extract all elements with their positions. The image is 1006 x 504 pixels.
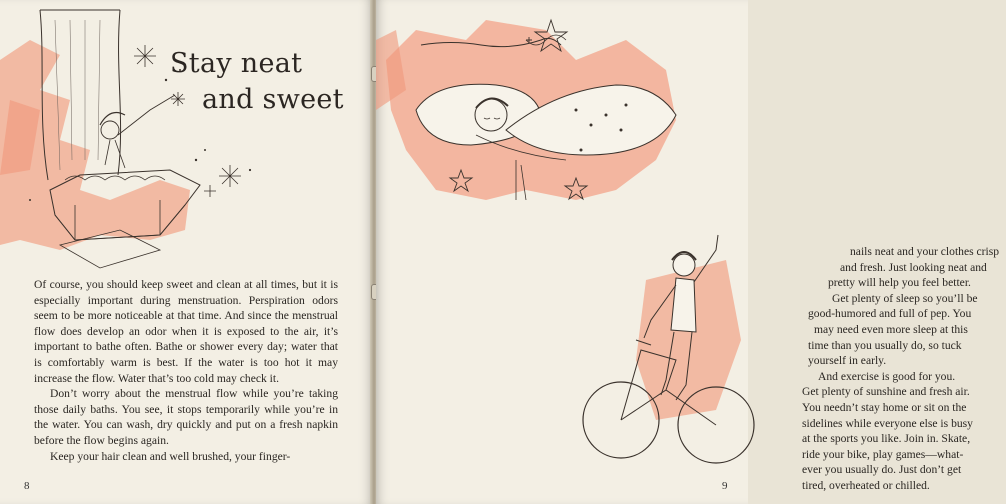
right-line: And exercise is good for you. xyxy=(818,369,956,383)
bathtub-illustration xyxy=(0,0,372,270)
right-line: ride your bike, play games—what- xyxy=(802,447,964,461)
left-body-text xyxy=(34,277,338,464)
right-line: pretty will help you feel better. xyxy=(828,276,971,290)
right-line: Get plenty of sleep so you’ll be xyxy=(832,291,978,305)
right-line: sidelines while everyone else is busy xyxy=(802,416,973,430)
paragraph-2: Don’t worry about the menstrual flow while you’re taking those daily baths. You see, it stops temporarily while you’re in the water. You can wash, dry quickly and put on a fresh napkin before the flow begins again. xyxy=(34,387,338,447)
left-page xyxy=(0,0,372,504)
right-body-text xyxy=(802,244,1006,494)
right-page xyxy=(376,0,1000,504)
sleeping-girl-illustration xyxy=(376,0,748,240)
right-line: at the sports you like. Join in. Skate, xyxy=(802,432,971,446)
right-line: You needn’t stay home or sit on the xyxy=(802,400,967,414)
right-line: yourself in early. xyxy=(808,354,887,368)
paragraph-3: Keep your hair clean and well brushed, your finger- xyxy=(50,449,291,463)
page-title xyxy=(170,46,344,118)
right-line: ever you usually do. Just don’t get xyxy=(802,463,962,477)
right-line: good-humored and full of pep. You xyxy=(808,307,972,321)
right-line: and fresh. Just looking neat and xyxy=(840,260,987,274)
right-line: tired, overheated or chilled. xyxy=(802,478,930,492)
right-line: nails neat and your clothes crisp xyxy=(850,245,1000,258)
paragraph-1: Of course, you should keep sweet and clean at all times, but it is especially important during menstruation. Perspiration odors seem to be more noticeable at that time. And since the menstrual flow does develop an odor when it is exposed to the air, it’s important to bathe often. Bathe or shower every day; water that is comfortably warm is best. If the water is too hot it may increase the flow. Water that’s too cold may check it. xyxy=(34,278,338,385)
title-line-1: Stay neat xyxy=(170,48,303,79)
bicycle-girl-illustration xyxy=(566,220,746,480)
page-number-right: 9 xyxy=(722,480,728,492)
right-line: may need even more sleep at this xyxy=(814,322,968,336)
right-line: time than you usually do, so tuck xyxy=(808,338,962,352)
page-number-left: 8 xyxy=(24,480,30,492)
right-line: Get plenty of sunshine and fresh air. xyxy=(802,385,970,399)
title-line-2: and sweet xyxy=(202,84,344,115)
